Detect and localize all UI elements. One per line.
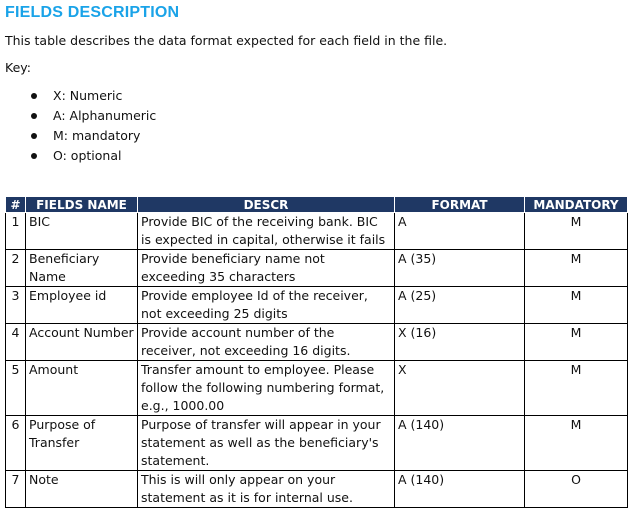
field-mandatory: O xyxy=(525,471,628,508)
page-title: FIELDS DESCRIPTION xyxy=(5,4,180,21)
column-header-field-name: FIELDS NAME xyxy=(26,197,138,213)
legend-item-text: M: mandatory xyxy=(53,128,141,143)
row-number: 1 xyxy=(6,213,26,250)
field-name: Employee id xyxy=(26,287,138,324)
field-description: Transfer amount to employee. Please follow the following numbering format, e.g., 1000.00 xyxy=(138,361,395,416)
legend-item-text: A: Alphanumeric xyxy=(53,108,157,123)
legend-list xyxy=(0,86,156,166)
field-name: Purpose of Transfer xyxy=(26,416,138,471)
field-format: X (16) xyxy=(395,324,525,361)
table-row xyxy=(6,287,628,324)
legend-item xyxy=(0,146,156,166)
field-format: A (35) xyxy=(395,250,525,287)
table-row xyxy=(6,213,628,250)
field-description: Provide account number of the receiver, not exceeding 16 digits. xyxy=(138,324,395,361)
field-name: Account Number xyxy=(26,324,138,361)
field-name: Note xyxy=(26,471,138,508)
field-format: A (25) xyxy=(395,287,525,324)
field-format: A xyxy=(395,213,525,250)
column-header-number: # xyxy=(6,197,26,213)
field-description: Provide BIC of the receiving bank. BIC is expected in capital, otherwise it fails xyxy=(138,213,395,250)
field-description: Provide beneficiary name not exceeding 35 characters xyxy=(138,250,395,287)
bullet-icon xyxy=(31,93,37,99)
legend-item-text: X: Numeric xyxy=(53,88,123,103)
bullet-icon xyxy=(31,133,37,139)
row-number: 2 xyxy=(6,250,26,287)
key-label: Key: xyxy=(5,60,31,75)
row-number: 7 xyxy=(6,471,26,508)
table-row xyxy=(6,324,628,361)
row-number: 3 xyxy=(6,287,26,324)
legend-item xyxy=(0,106,156,126)
field-mandatory: M xyxy=(525,287,628,324)
field-format: A (140) xyxy=(395,416,525,471)
field-format: X xyxy=(395,361,525,416)
field-mandatory: M xyxy=(525,416,628,471)
field-description: Purpose of transfer will appear in your statement as well as the beneficiary's statement. xyxy=(138,416,395,471)
legend-item xyxy=(0,86,156,106)
field-mandatory: M xyxy=(525,361,628,416)
row-number: 5 xyxy=(6,361,26,416)
intro-text: This table describes the data format expected for each field in the file. xyxy=(5,33,448,48)
field-name: Beneficiary Name xyxy=(26,250,138,287)
column-header-mandatory: MANDATORY xyxy=(525,197,628,213)
field-name: BIC xyxy=(26,213,138,250)
bullet-icon xyxy=(31,113,37,119)
table-header-row xyxy=(6,197,628,213)
column-header-format: FORMAT xyxy=(395,197,525,213)
table-row xyxy=(6,471,628,508)
bullet-icon xyxy=(31,153,37,159)
field-description: This is will only appear on your statement as it is for internal use. xyxy=(138,471,395,508)
field-name: Amount xyxy=(26,361,138,416)
field-mandatory: M xyxy=(525,324,628,361)
table-row xyxy=(6,250,628,287)
field-mandatory: M xyxy=(525,213,628,250)
field-format: A (140) xyxy=(395,471,525,508)
field-description: Provide employee Id of the receiver, not exceeding 25 digits xyxy=(138,287,395,324)
fields-table xyxy=(5,196,628,508)
column-header-description: DESCR xyxy=(138,197,395,213)
row-number: 6 xyxy=(6,416,26,471)
legend-item-text: O: optional xyxy=(53,148,122,163)
table-row xyxy=(6,416,628,471)
field-mandatory: M xyxy=(525,250,628,287)
table-row xyxy=(6,361,628,416)
row-number: 4 xyxy=(6,324,26,361)
legend-item xyxy=(0,126,156,146)
